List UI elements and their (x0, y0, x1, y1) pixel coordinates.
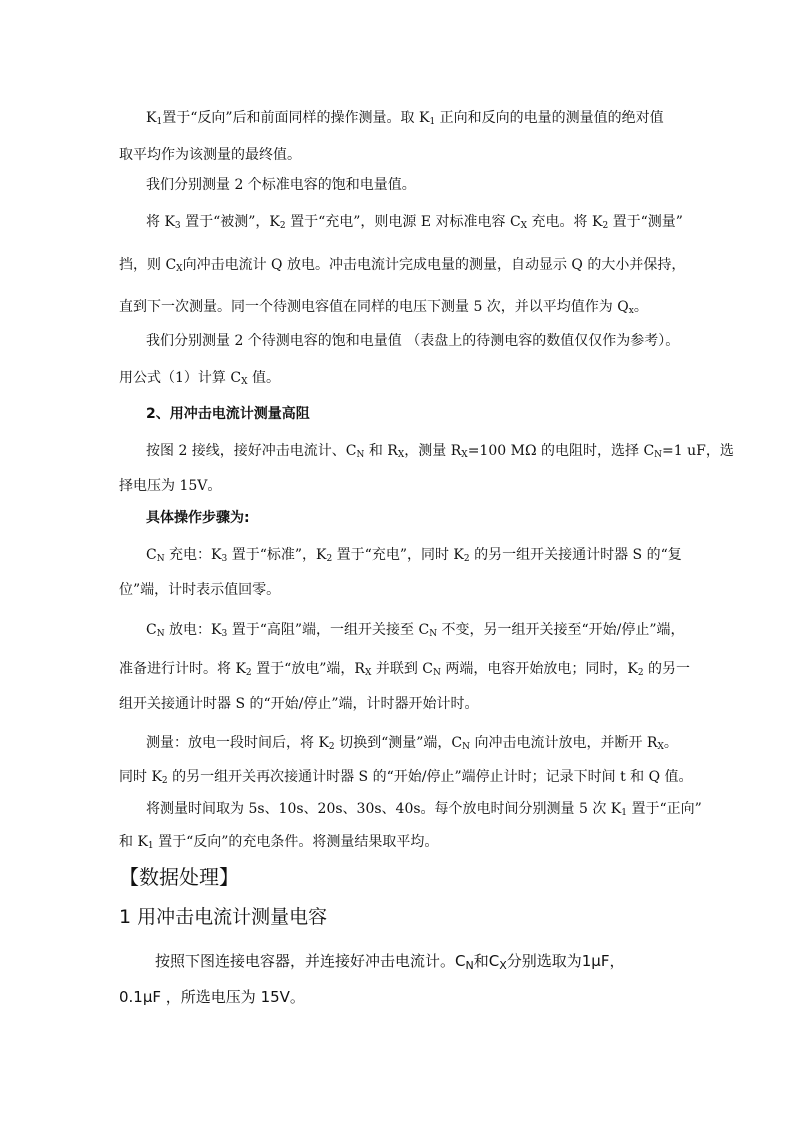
subscript: N (156, 629, 165, 639)
text-run: 将测量时间取为 5s、10s、20s、30s、40s。每个放电时间分别测量 5 次 K (146, 801, 622, 817)
text-run: ，测量 R (404, 443, 462, 459)
subscript: N (654, 450, 663, 460)
text-run: C (146, 622, 157, 638)
subscript: 1 (621, 808, 627, 818)
text-run: 的另一组开关接通计时器 S 的“复 (469, 547, 682, 563)
text-run: 置于“充电”，同时 K (332, 547, 464, 563)
text-run: 位”端，计时表示值回零。 (119, 582, 281, 598)
text-run: 置于“测量” (608, 214, 683, 230)
text-run: 我们分别测量 2 个标准电容的饱和电量值。 (146, 177, 416, 193)
paragraph-line (146, 545, 682, 565)
subscript: N (465, 959, 474, 972)
text-run: 向冲击电流计放电，并断开 R (470, 735, 658, 751)
paragraph-line (146, 620, 685, 640)
text-run: 置于“反向”的充电条件。将测量结果取平均。 (153, 834, 439, 850)
paragraph-line (146, 441, 734, 461)
text-run: 同时 K (119, 769, 162, 785)
paragraph-line (146, 331, 679, 351)
paragraph-line (119, 832, 438, 852)
paragraph-line (119, 580, 280, 600)
text-run: C (146, 547, 157, 563)
text-run: 和C (473, 952, 500, 970)
text-run: 置于“充电”，则电源 E 对标准电容 C (285, 214, 521, 230)
subscript: X (176, 264, 183, 274)
text-run: 。 (663, 735, 678, 751)
paragraph-line (119, 255, 685, 275)
text-run: 不变，另一组开关接至“开始/停止”端， (437, 622, 685, 638)
text-run: 并联到 C (371, 661, 434, 677)
paragraph-line (119, 767, 693, 787)
subscript: N (433, 668, 441, 678)
text-run: =1 uF，选 (662, 443, 734, 459)
text-run: 分别选取为1μF， (506, 952, 625, 970)
text-run: 置于“反向”后和前面同样的操作测量。取 K (162, 110, 430, 126)
section-heading (146, 404, 310, 424)
subscript: X (520, 221, 528, 231)
text-run: 1 用冲击电流计测量电容 (119, 906, 328, 928)
subscript: 3 (174, 221, 181, 231)
paragraph-line (146, 733, 678, 753)
subscript: X (461, 450, 468, 460)
paragraph-line (119, 145, 301, 165)
text-run: 准备进行计时。将 K (119, 661, 246, 677)
text-run: 2、用冲击电流计测量高阻 (146, 406, 310, 422)
paragraph-line (119, 476, 221, 496)
subscript: X (499, 959, 507, 972)
text-run: 置于“被测”，K (180, 214, 280, 230)
paragraph-line (119, 297, 648, 317)
text-run: 取平均作为该测量的最终值。 (119, 147, 301, 163)
text-run: =100 MΩ 的电阻时，选择 C (467, 443, 655, 459)
text-run: 按图 2 接线，接好冲击电流计、C (146, 443, 357, 459)
subscript: 2 (326, 554, 333, 564)
paragraph-line (146, 799, 702, 819)
paragraph-line (146, 108, 664, 128)
subscript: 1 (429, 117, 436, 127)
text-run: 切换到“测量”端，C (334, 735, 463, 751)
text-run: 我们分别测量 2 个待测电容的饱和电量值 （表盘上的待测电容的数值仅仅作为参考）。 (146, 333, 680, 349)
text-run: 测量：放电一段时间后，将 K (146, 735, 329, 751)
text-run: 的另一组开关再次接通计时器 S 的“开始/停止”端停止计时；记录下时间 t 和 Q 值。 (167, 769, 693, 785)
subsection-heading (146, 508, 250, 528)
text-run: 充电：K (164, 547, 222, 563)
text-run: 和 K (119, 834, 148, 850)
subscript: 3 (221, 629, 228, 639)
text-run: 两端，电容开始放电；同时，K (440, 661, 638, 677)
subscript: N (356, 450, 365, 460)
subscript: x (628, 306, 634, 316)
subscript: X (657, 742, 664, 752)
paragraph-line (119, 659, 690, 679)
subscript: X (397, 450, 405, 460)
subscript: X (241, 377, 248, 387)
text-run: 和 R (364, 443, 398, 459)
subscript: 2 (161, 776, 168, 786)
subscript: N (462, 742, 471, 752)
subscript: 2 (279, 221, 286, 231)
text-run: 正向和反向的电量的测量值的绝对值 (435, 110, 664, 126)
text-run: 组开关接通计时器 S 的“开始/停止”端，计时器开始计时。 (119, 696, 479, 712)
text-run: 向冲击电流计 Q 放电。冲击电流计完成电量的测量，自动显示 Q 的大小并保持， (182, 257, 686, 273)
subscript: 2 (463, 554, 470, 564)
text-run: 择电压为 15V。 (119, 478, 222, 494)
text-run: 值。 (247, 370, 280, 386)
text-run: 充电。将 K (527, 214, 603, 230)
text-run: 0.1μF ，所选电压为 15V。 (119, 988, 305, 1006)
subscript: 3 (221, 554, 228, 564)
text-run: 置于“正向” (627, 801, 702, 817)
text-run: 用公式（1）计算 C (119, 370, 242, 386)
text-run: 挡，则 C (119, 257, 177, 273)
paragraph-line (119, 986, 305, 1008)
text-run: 置于“标准”，K (227, 547, 327, 563)
subscript: 2 (637, 668, 644, 678)
subscript: X (364, 668, 372, 678)
paragraph-line (119, 368, 280, 388)
subscript: N (156, 554, 165, 564)
subscript: 1 (147, 841, 154, 851)
subscript: 2 (328, 742, 335, 752)
text-run: 。 (633, 299, 648, 315)
text-run: 放电：K (164, 622, 222, 638)
subscript: 1 (156, 117, 163, 127)
subscript: 2 (245, 668, 252, 678)
paragraph-line (155, 950, 624, 972)
text-run: 【数据处理】 (119, 865, 239, 889)
text-run: 将 K (146, 214, 175, 230)
paragraph-line (146, 212, 683, 232)
paragraph-line (146, 175, 416, 195)
data-processing-heading (119, 864, 239, 890)
text-run: 具体操作步骤为: (146, 510, 250, 526)
subscript: N (429, 629, 438, 639)
section-1-heading (119, 904, 327, 930)
text-run: 按照下图连接电容器，并连接好冲击电流计。C (155, 952, 466, 970)
subscript: 2 (602, 221, 609, 231)
paragraph-line (119, 694, 479, 714)
text-run: 直到下一次测量。同一个待测电容值在同样的电压下测量 5 次，并以平均值作为 Q (119, 299, 629, 315)
text-run: K (146, 110, 157, 126)
text-run: 置于“高阻”端，一组开关接至 C (227, 622, 430, 638)
text-run: 的另一 (643, 661, 690, 677)
text-run: 置于“放电”端，R (251, 661, 365, 677)
